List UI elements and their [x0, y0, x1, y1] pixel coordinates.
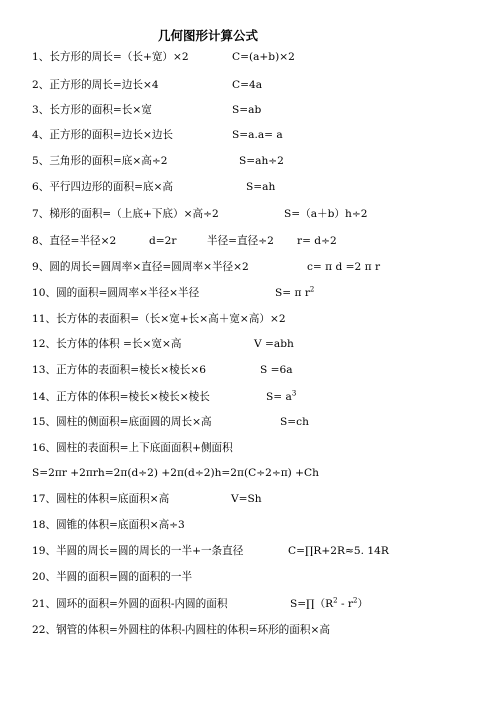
formula-description: 22、钢管的体积=外圆柱的体积-内圆柱的体积=环形的面积×高 — [32, 624, 330, 636]
formula-description: 21、圆环的面积=外圆的面积-内圆的面积 — [32, 598, 228, 610]
formula-description: 17、圆柱的体积=底面积×高 — [32, 493, 170, 505]
formula-description: 20、半圆的面积=圆的面积的一半 — [32, 571, 193, 583]
formula-line-3 — [32, 102, 262, 118]
formula-line-15 — [32, 414, 309, 430]
formula-description: 5、三角形的面积=底×高÷2 — [32, 155, 168, 167]
formula-description: 6、平行四边形的面积=底×高 — [32, 181, 174, 193]
formula-line-12 — [32, 336, 294, 352]
formula-description: 18、圆锥的体积=底面积×高÷3 — [32, 519, 185, 531]
formula-expression-2: r= d÷2 — [297, 235, 337, 247]
formula-line-13 — [32, 362, 293, 378]
formula-description-2: 半径=直径÷2 — [207, 235, 274, 247]
formula-description: 1、长方形的周长=（长+宽）×2 — [32, 51, 189, 63]
formula-expression: C=4a — [232, 79, 263, 91]
formula-line-14 — [32, 389, 297, 405]
formula-expression: S=a.a= a — [232, 129, 283, 141]
formula-line-16 — [32, 440, 233, 456]
formula-expression: d=2r — [149, 235, 177, 247]
formula-line-6 — [32, 179, 276, 195]
formula-expression: V =abh — [254, 338, 294, 350]
formula-expression: S=ch — [280, 416, 309, 428]
formula-expression: S=ab — [232, 104, 262, 116]
page-title: 几何图形计算公式 — [158, 28, 259, 43]
formula-description: 12、长方体的体积 =长×宽×高 — [32, 338, 182, 350]
formula-line-11 — [32, 311, 286, 327]
formula-description: 4、正方形的面积=边长×边长 — [32, 129, 174, 141]
formula-expression: S=（a＋b）h÷2 — [284, 208, 368, 220]
formula-line-20 — [32, 569, 192, 585]
formula-expression: S=2πr +2πrh=2π(d÷2) +2π(d÷2)h=2π(C÷2÷π) +Ch — [32, 467, 319, 479]
formula-expression: S= π $r^2$ — [275, 285, 315, 299]
formula-line-8 — [32, 233, 337, 249]
formula-expression: C=(a+b)×2 — [232, 51, 295, 63]
formula-expression: C=∏R+2R≈5. 14R — [288, 545, 389, 557]
formula-line-1 — [32, 49, 295, 65]
formula-description: 14、正方体的体积=棱长×棱长×棱长 — [32, 391, 210, 403]
formula-expression: V=Sh — [231, 493, 262, 505]
formula-line-16-expression — [32, 465, 319, 481]
formula-line-18 — [32, 517, 185, 533]
formula-line-9 — [32, 259, 381, 275]
formula-expression: $S= a^3$ — [266, 389, 297, 403]
formula-line-4 — [32, 127, 283, 143]
formula-description: 8、直径=半径×2 — [32, 235, 117, 247]
formula-line-21 — [32, 596, 369, 612]
formula-expression: S=ah÷2 — [239, 155, 284, 167]
formula-line-17 — [32, 491, 262, 507]
formula-line-2 — [32, 77, 263, 93]
formula-expression: c= π d =2 π r — [307, 261, 381, 273]
formula-line-5 — [32, 153, 284, 169]
formula-line-19 — [32, 543, 389, 559]
formula-description: 15、圆柱的侧面积=底面圆的周长×高 — [32, 416, 212, 428]
formula-description: 3、长方形的面积=长×宽 — [32, 104, 152, 116]
formula-line-7 — [32, 206, 368, 222]
formula-line-22 — [32, 622, 330, 638]
formula-description: 9、圆的周长=圆周率×直径=圆周率×半径×2 — [32, 261, 249, 273]
formula-line-10 — [32, 285, 315, 301]
formula-description: 13、正方体的表面积=棱长×棱长×6 — [32, 364, 206, 376]
formula-expression: S=ah — [246, 181, 276, 193]
formula-description: 11、长方体的表面积=（长×宽+长×高＋宽×高）×2 — [32, 313, 286, 325]
formula-description: 10、圆的面积=圆周率×半径×半径 — [32, 287, 200, 299]
formula-expression: S =6a — [260, 364, 293, 376]
formula-description: 7、梯形的面积=（上底+下底）×高÷2 — [32, 208, 219, 220]
formula-description: 19、半圆的周长=圆的周长的一半+一条直径 — [32, 545, 244, 557]
formula-description: 16、圆柱的表面积=上下底面面积+侧面积 — [32, 442, 233, 454]
formula-expression: $S=\prod(R^2 - r^2)$ — [290, 596, 369, 610]
formula-description: 2、正方形的周长=边长×4 — [32, 79, 159, 91]
